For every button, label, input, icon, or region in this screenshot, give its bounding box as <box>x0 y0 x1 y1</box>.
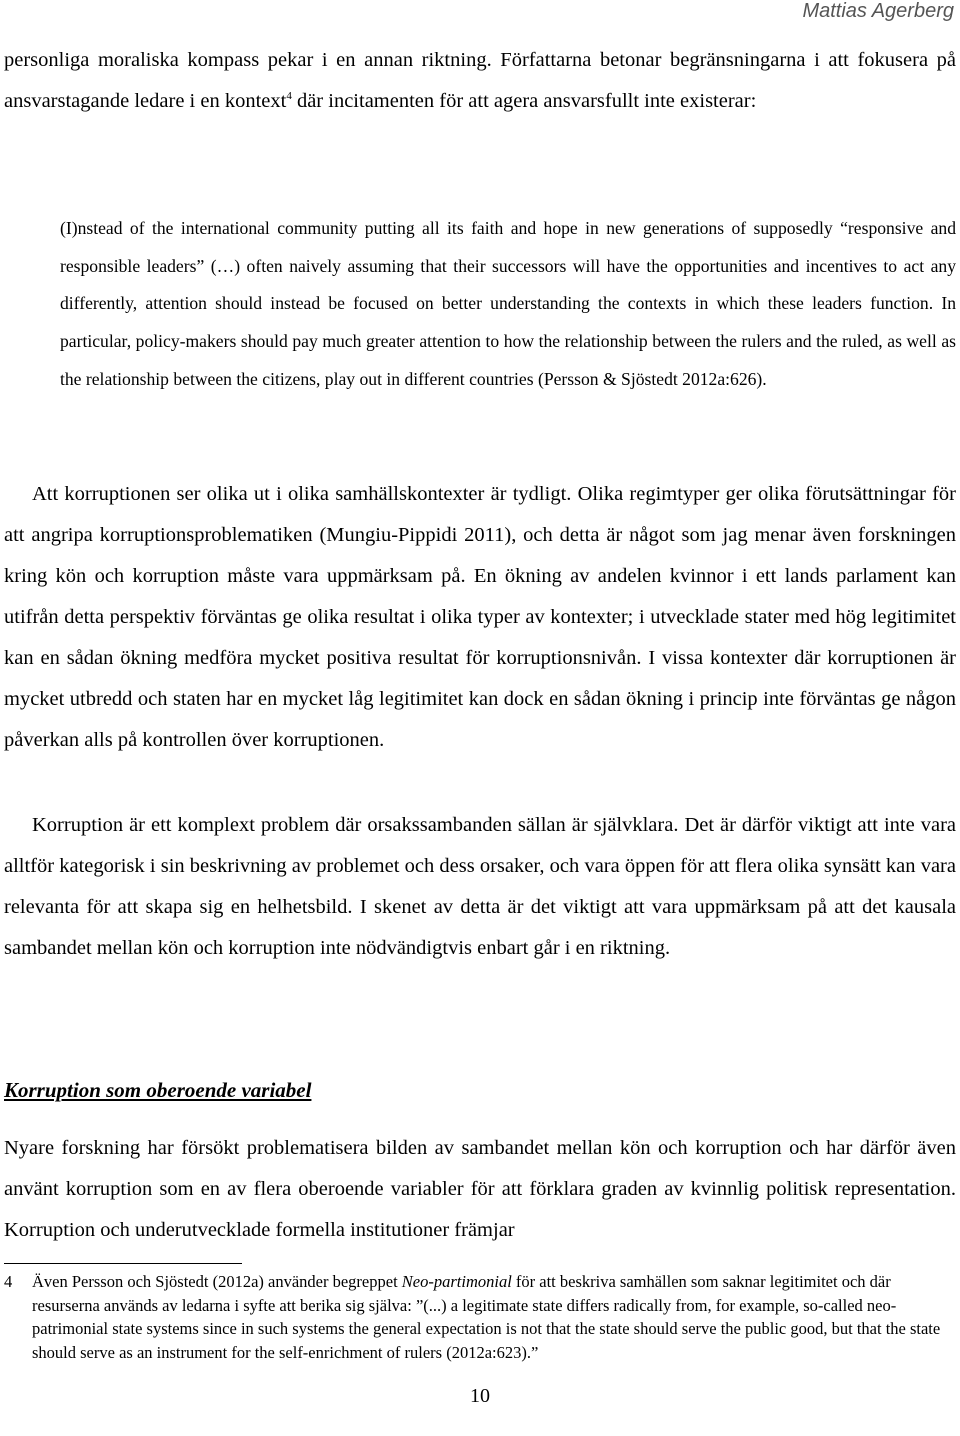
footnote-divider <box>4 1263 242 1264</box>
running-header-author: Mattias Agerberg <box>802 0 954 22</box>
body-paragraph-2: Korruption är ett komplext problem där orsakssambanden sällan är självklara. Det är därför viktigt att inte vara alltför kategorisk i sin beskrivning av problemet och dess orsaker, och vara öppen för att flera olika synsätt kan vara relevanta för att skapa sig en helhetsbild. I skenet av detta är det viktigt att vara uppmärksam på att det kausala sambandet mellan kön och korruption inte nödvändigtvis enbart går i en riktning. <box>4 814 956 959</box>
intro-text: personliga moraliska kompass pekar i en annan riktning. Författarna betonar begränsningarna i att fokusera på ansvarstagande ledare i en kontext <box>4 49 956 112</box>
footnote-reference[interactable]: 4 <box>286 90 292 103</box>
footnote-number: 4 <box>4 1272 13 1291</box>
page-number: 10 <box>470 1385 490 1407</box>
intro-paragraph <box>4 40 956 122</box>
intro-text-continued: där incitamenten för att agera ansvarsfullt inte existerar: <box>291 90 757 112</box>
section-paragraph: Nyare forskning har försökt problematisera bilden av sambandet mellan kön och korruption och har därför även använt korruption som en av flera oberoende variabler för att förklara graden av kvinnlig politisk representation. Korruption och underutvecklade formella institutioner främjar <box>4 1137 956 1241</box>
section-heading: Korruption som oberoende variabel <box>4 1078 312 1102</box>
footnote-text-end: för att beskriva samhällen som saknar legitimitet och där resurserna används av ledarna i syfte att berika sig själva: ”(...) a legitimate state differs radically from, for example, so-called neo-patrimonial state systems since in such systems the general expectation is not that the state should serve the public good, but that the state should serve as an instrument for the self-enrichment of rulers (2012a:623).” <box>32 1272 941 1362</box>
footnote-text <box>32 1270 956 1364</box>
footnote-text-start: Även Persson och Sjöstedt (2012a) använder begreppet <box>32 1272 402 1291</box>
footnote <box>4 1270 956 1364</box>
body-paragraph-1: Att korruptionen ser olika ut i olika samhällskontexter är tydligt. Olika regimtyper ger olika förutsättningar för att angripa korruptionsproblematiken (Mungiu-Pippidi 2011), och detta är något som jag menar även forskningen kring kön och korruption måste vara uppmärksam på. En ökning av andelen kvinnor i ett lands parlament kan utifrån detta perspektiv förväntas ge olika resultat i olika typer av kontexter; i utvecklade stater med hög legitimitet kan en sådan ökning medföra mycket positiva resultat för korruptionsnivån. I vissa kontexter där korruptionen är mycket utbredd och staten har en mycket låg legitimitet kan dock en sådan ökning i princip inte förväntas ge någon påverkan alls på kontrollen över korruptionen. <box>4 483 956 751</box>
footnote-term: Neo-partimonial <box>401 1272 512 1291</box>
block-quote: (I)nstead of the international community putting all its faith and hope in new generations of supposedly “responsive and responsible leaders” (…) often naively assuming that their successors will have the opportunities and incentives to act any differently, attention should instead be focused on better understanding the contexts in which these leaders function. In particular, policy-makers should pay much greater attention to how the relationship between the rulers and the ruled, as well as the relationship between the citizens, play out in different countries (Persson & Sjöstedt 2012a:626). <box>60 218 956 389</box>
